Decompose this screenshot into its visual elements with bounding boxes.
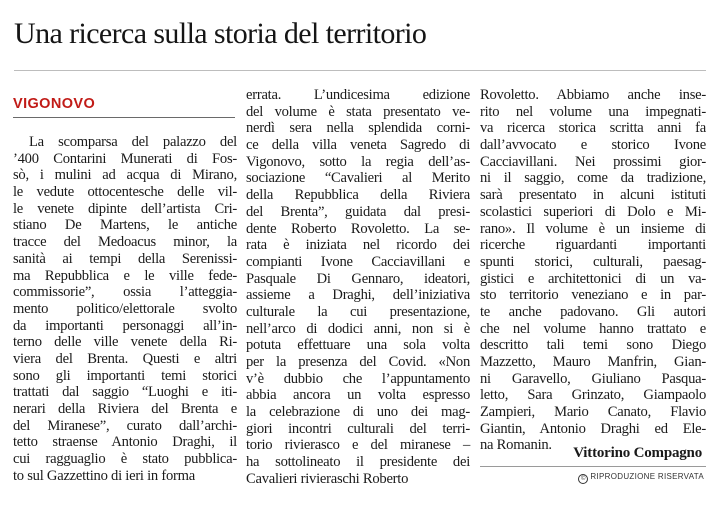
text-line: sono gli importanti temi storici: [13, 367, 237, 384]
text-line: sto territorio veneziano e in par-: [480, 287, 706, 304]
text-line: nerdì sera nella splendida corni-: [246, 120, 470, 137]
text-line: errata. L’undicesima edizione: [246, 87, 470, 103]
text-line: dall’avvocato e storico Ivone: [480, 137, 706, 154]
text-line: spunti storici, culturali, paesag-: [480, 253, 706, 270]
text-line: ce della villa veneta Sagredo di: [246, 137, 470, 154]
headline-divider: [14, 70, 706, 71]
text-line: rata è iniziata nel ricordo dei: [246, 237, 470, 254]
text-line: Giantin, Antonio Draghi ed Ele-: [480, 420, 706, 437]
text-line: rito nel volume una impegnati-: [480, 103, 706, 120]
text-line: sò, i mulini ad acqua di Mirano,: [13, 167, 237, 184]
text-line: del Miranese”, curato dall’archi-: [13, 417, 237, 434]
headline: Una ricerca sulla storia del territorio: [14, 17, 427, 50]
text-line: tracce del Medoacus minor, la: [13, 234, 237, 251]
text-line: cui ragguaglio è stato pubblica-: [13, 451, 237, 468]
text-line: terno delle ville venete della Ri-: [13, 334, 237, 351]
text-line: potuta effettuare una sola volta: [246, 337, 470, 354]
article-column-1: [13, 134, 237, 484]
text-line: abbia ancora un volta espresso: [246, 387, 470, 404]
text-line: descritto tali temi sono Diego: [480, 337, 706, 354]
text-line: dente Roberto Rovoletto. La se-: [246, 220, 470, 237]
text-line: che nel volume hanno trattato e: [480, 320, 706, 337]
text-line: to sul Gazzettino di ieri in forma: [13, 467, 195, 484]
text-line: Zampieri, Mario Canato, Flavio: [480, 404, 706, 421]
text-line: Pasquale Di Gennaro, ideatori,: [246, 270, 470, 287]
text-line: torio rivierasco e del miranese –: [246, 437, 470, 454]
text-line: nell’arco di dodici anni, non si è: [246, 320, 470, 337]
text-line: Rovoletto. Abbiamo anche inse-: [480, 87, 706, 103]
text-line: La scomparsa del palazzo del: [29, 134, 237, 150]
text-line: per la presenza del Covid. «Non: [246, 354, 470, 370]
text-line: na Romanin.: [480, 437, 552, 454]
text-line: la celebrazione di uno dei mag-: [246, 404, 470, 421]
text-line: tetto straense Antonio Draghi, il: [13, 434, 237, 451]
text-line: le venete dipinte dell’artista Cri-: [13, 200, 237, 217]
text-line: Cacciavillani. Nei prossimi gior-: [480, 153, 706, 170]
text-line: ’400 Contarini Munerati di Fos-: [13, 150, 237, 167]
text-line: scolastici superiori di Dolo e Mi-: [480, 203, 706, 220]
text-line: le vedute ottocentesche delle vil-: [13, 184, 237, 201]
text-line: giori incontri culturali del terri-: [246, 420, 470, 437]
text-line: sanità ai tempi della Serenissi-: [13, 250, 237, 267]
text-line: trattati dal saggio “Luoghi e iti-: [13, 384, 237, 401]
text-line: del Brenta”, guidata dal presi-: [246, 203, 470, 220]
text-line: ni Garavello, Giuliano Pasqua-: [480, 370, 706, 387]
text-line: letto, Sara Grinzato, Giampaolo: [480, 387, 706, 404]
text-line: Mazzetto, Mauro Manfrin, Gian-: [480, 354, 706, 370]
footer-divider: [480, 466, 706, 467]
text-line: viera del Brenta. Questi e altri: [13, 350, 237, 367]
article-column-2: [246, 87, 470, 488]
kicker-underline: [13, 117, 235, 118]
text-line: da importanti personaggi all’in-: [13, 317, 237, 334]
text-line: gistici e architettonici di un va-: [480, 270, 706, 287]
text-line: ricerche riguardanti importanti: [480, 237, 706, 254]
text-line: va ricerca storica scritta anni fa: [480, 120, 706, 137]
copyright-icon: ©: [578, 474, 588, 484]
text-line: ma Repubblica e le ville fede-: [13, 267, 237, 284]
text-line: commissorie”, ossia l’atteggia-: [13, 284, 237, 301]
copyright-notice: [578, 472, 704, 484]
author-signature: Vittorino Compagno: [573, 445, 702, 461]
text-line: sociazione “Cavalieri al Merito: [246, 170, 470, 187]
text-line: rano». Il volume è un insieme di: [480, 220, 706, 237]
text-line: culturale la cui presentazione,: [246, 303, 470, 320]
text-line: compianti Ivone Cacciavillani e: [246, 253, 470, 270]
text-line: della Repubblica della Riviera: [246, 187, 470, 204]
text-line: mento politico/elettorale svolto: [13, 300, 237, 317]
article-column-3: [480, 87, 706, 454]
text-line: te anche padovano. Gli autori: [480, 303, 706, 320]
text-line: Cavalieri rivieraschi Roberto: [246, 470, 409, 487]
text-line: Vigonovo, sotto la regia dell’as-: [246, 153, 470, 170]
text-line: ni il saggio, come da tradizione,: [480, 170, 706, 187]
text-line: v’è dubbio che l’appuntamento: [246, 370, 470, 387]
text-line: nerari della Riviera del Brenta e: [13, 401, 237, 417]
text-line: del volume è stata presentato ve-: [246, 103, 470, 120]
copyright-text: RIPRODUZIONE RISERVATA: [590, 472, 704, 481]
location-kicker: VIGONOVO: [13, 96, 96, 112]
text-line: stiano De Martens, le antiche: [13, 217, 237, 234]
text-line: assieme a Draghi, dell’iniziativa: [246, 287, 470, 304]
text-line: sarà presentato in alcuni istituti: [480, 187, 706, 204]
text-line: ha sottolineato il presidente dei: [246, 454, 470, 471]
